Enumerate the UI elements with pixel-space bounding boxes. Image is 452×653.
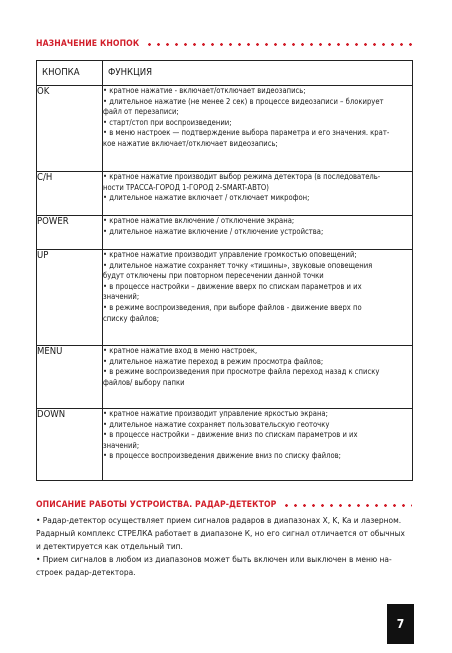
description-line: • в процессе воспроизведения движение вниз по списку файлов; [103, 451, 341, 461]
description-line: • в меню настроек — подтверждение выбора параметра и его значения. крат- [103, 128, 390, 138]
radar-description [36, 514, 412, 579]
description-line: • кратное нажатие включение / отключение экрана; [103, 216, 295, 225]
button-name: POWER [37, 216, 103, 250]
description-line: • старт/стоп при воспроизведении; [103, 117, 232, 127]
button-name: OK [37, 86, 103, 172]
description-line: • длительное нажатие сохраняет точку «тишины», звуковые оповещения [103, 260, 373, 270]
section-title-radar: ОПИСАНИЕ РАБОТЫ УСТРОЙСТВА. РАДАР-ДЕТЕКТОР [36, 500, 277, 510]
dotted-rule [282, 504, 412, 507]
paragraph-line: Радарный комплекс СТРЕЛКА работает в диапазоне К, но его сигнал отличается от обычных [36, 528, 405, 538]
paragraph-line: строек радар-детектора. [36, 567, 136, 577]
function-description [103, 216, 413, 250]
page-number: 7 [387, 604, 414, 644]
description-line: файл от перезаписи; [103, 107, 179, 117]
button-name: MENU [37, 346, 103, 409]
dotted-rule [145, 43, 412, 46]
function-description [103, 172, 413, 216]
description-line: списку файлов; [103, 313, 160, 323]
description-line: • в процессе настройки – движение вверх по спискам параметров и их [103, 281, 362, 291]
section-header-buttons [36, 39, 412, 49]
button-name: UP [37, 250, 103, 346]
description-line: • длительное нажатие включение / отключение устройства; [103, 226, 324, 236]
button-name: DOWN [37, 409, 103, 481]
description-line: • кратное нажатие производит выбор режима детектора (в последователь- [103, 172, 381, 181]
column-header-button: КНОПКА [37, 61, 103, 86]
description-line: файлов/ выбору папки [103, 377, 185, 387]
function-description [103, 346, 413, 409]
description-line: • длительное нажатие включает / отключает микрофон; [103, 193, 310, 203]
description-line: значений; [103, 292, 140, 302]
function-description [103, 409, 413, 481]
description-line: значений; [103, 440, 140, 450]
column-header-function: ФУНКЦИЯ [103, 61, 413, 86]
function-description [103, 86, 413, 172]
description-line: • длительное нажатие переход в режим просмотра файлов; [103, 356, 324, 366]
description-line: кое нажатие включает/отключает видеозапись; [103, 138, 278, 148]
table-row [37, 346, 413, 409]
table-row [37, 250, 413, 346]
paragraph-line: • Радар-детектор осуществляет прием сигналов радаров в диапазонах X, K, Ka и лазерном. [36, 515, 402, 525]
section-header-radar [36, 500, 412, 510]
description-line: ности ТРАССА-ГОРОД 1-ГОРОД 2-SMART-АВТО) [103, 182, 269, 192]
section-title-buttons: НАЗНАЧЕНИЕ КНОПОК [36, 39, 140, 49]
description-line: • кратное нажатие вход в меню настроек, [103, 346, 258, 355]
table-header-row [37, 61, 413, 86]
description-line: • в режиме воспроизведения, при выборе файлов - движение вверх по [103, 302, 362, 312]
buttons-table [36, 60, 413, 481]
description-line: • длительное нажатие (не менее 2 сек) в процессе видеозаписи – блокирует [103, 96, 384, 106]
table-row [37, 216, 413, 250]
table-row [37, 172, 413, 216]
table-row [37, 409, 413, 481]
description-line: • в процессе настройки – движение вниз по спискам параметров и их [103, 430, 358, 440]
button-name: С/Н [37, 172, 103, 216]
description-line: • длительное нажатие сохраняет пользовательскую геоточку [103, 419, 330, 429]
table-row [37, 86, 413, 172]
description-line: • кратное нажатие производит управление яркостью экрана; [103, 409, 328, 418]
description-line: • кратное нажатие производит управление громкостью оповещений; [103, 250, 357, 259]
description-line: • в режиме воспроизведения при просмотре файла переход назад к списку [103, 367, 380, 377]
paragraph-line: и детектируется как отдельный тип. [36, 541, 183, 551]
paragraph-line: • Прием сигналов в любом из диапазонов может быть включен или выключен в меню на- [36, 554, 392, 564]
description-line: • кратное нажатие - включает/отключает видеозапись; [103, 86, 306, 95]
description-line: будут отключены при повторном пересечении данной точки [103, 271, 324, 281]
function-description [103, 250, 413, 346]
